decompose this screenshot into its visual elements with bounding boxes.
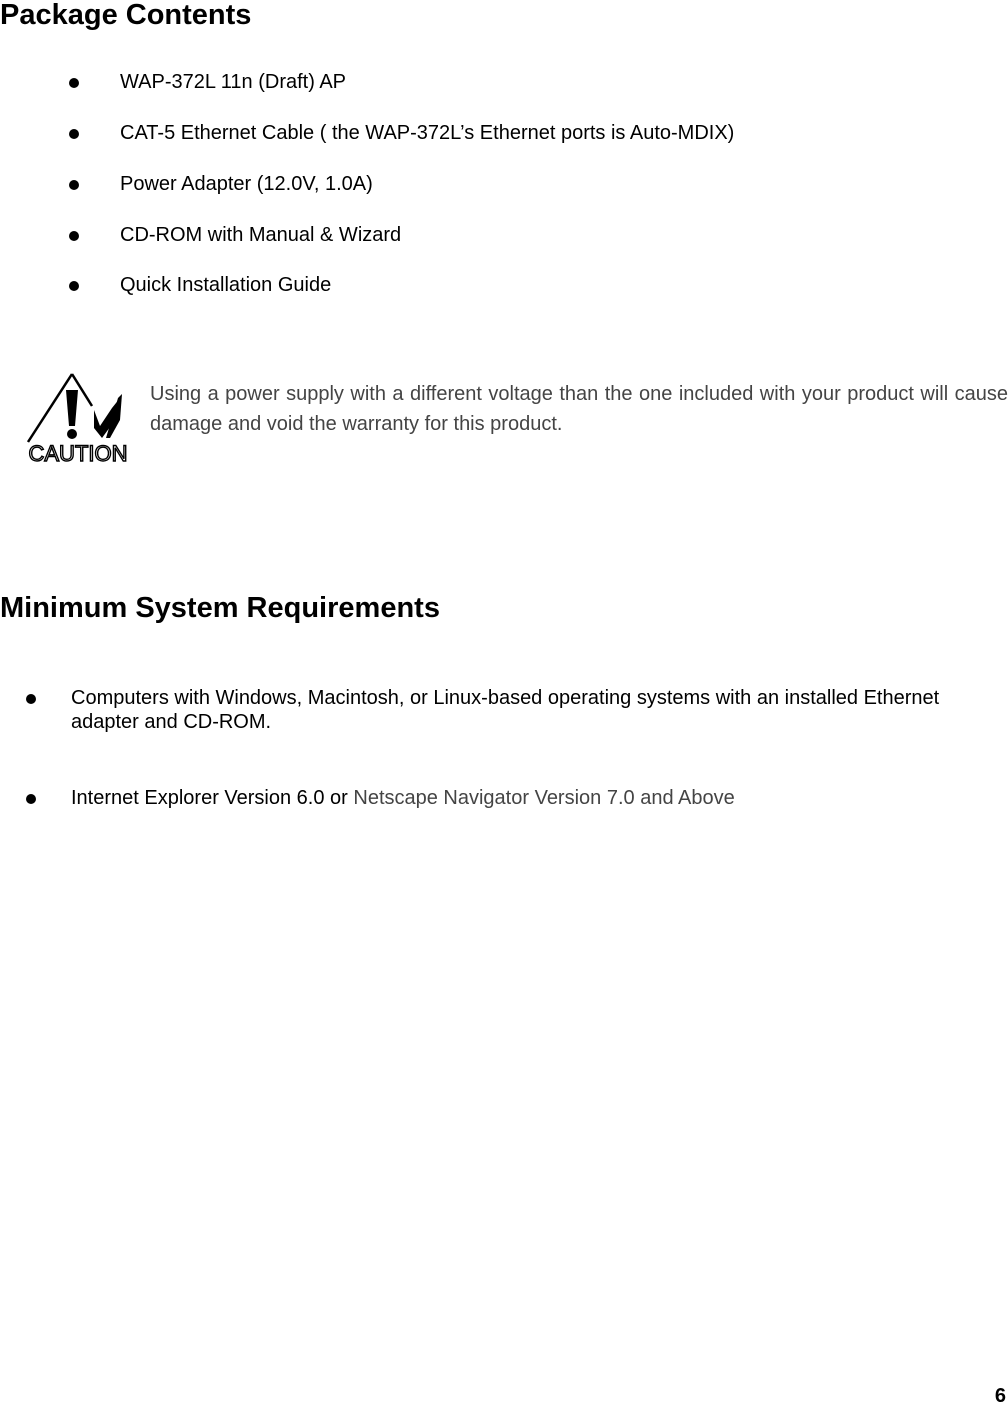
bullet-dot-icon (69, 180, 79, 190)
list-item-text: CAT-5 Ethernet Cable ( the WAP-372L’s Ethernet ports is Auto-MDIX) (120, 122, 735, 144)
list-item-text (71, 786, 971, 810)
list-item-text: WAP-372L 11n (Draft) AP (120, 71, 347, 93)
caution-text: Using a power supply with a different voltage than the one included with your product will cause damage and void the warranty for this product. (150, 383, 1008, 435)
bullet-dot-icon (26, 794, 36, 804)
bullet-dot-icon (69, 129, 79, 139)
caution-label: CAUTION (28, 441, 128, 466)
bullet-dot-icon (69, 78, 79, 88)
list-item-text-part1: Internet Explorer Version 6.0 or (71, 787, 354, 809)
bullet-dot-icon (69, 281, 79, 291)
list-item-text: Quick Installation Guide (120, 274, 332, 296)
list-item-text: CD-ROM with Manual & Wizard (120, 224, 402, 246)
caution-warning-icon (22, 368, 134, 466)
package-contents-heading: Package Contents (0, 0, 252, 31)
list-item-text: Power Adapter (12.0V, 1.0A) (120, 173, 373, 195)
list-item-text: Computers with Windows, Macintosh, or Linux-based operating systems with an installed Ethernet adapter and CD-ROM. (71, 687, 940, 733)
bullet-dot-icon (69, 231, 79, 241)
bullet-dot-icon (26, 694, 36, 704)
minimum-requirements-heading: Minimum System Requirements (0, 592, 440, 624)
list-item-text-part2: Netscape Navigator Version 7.0 and Above (353, 787, 735, 809)
page-number: 6 (994, 1385, 1006, 1407)
